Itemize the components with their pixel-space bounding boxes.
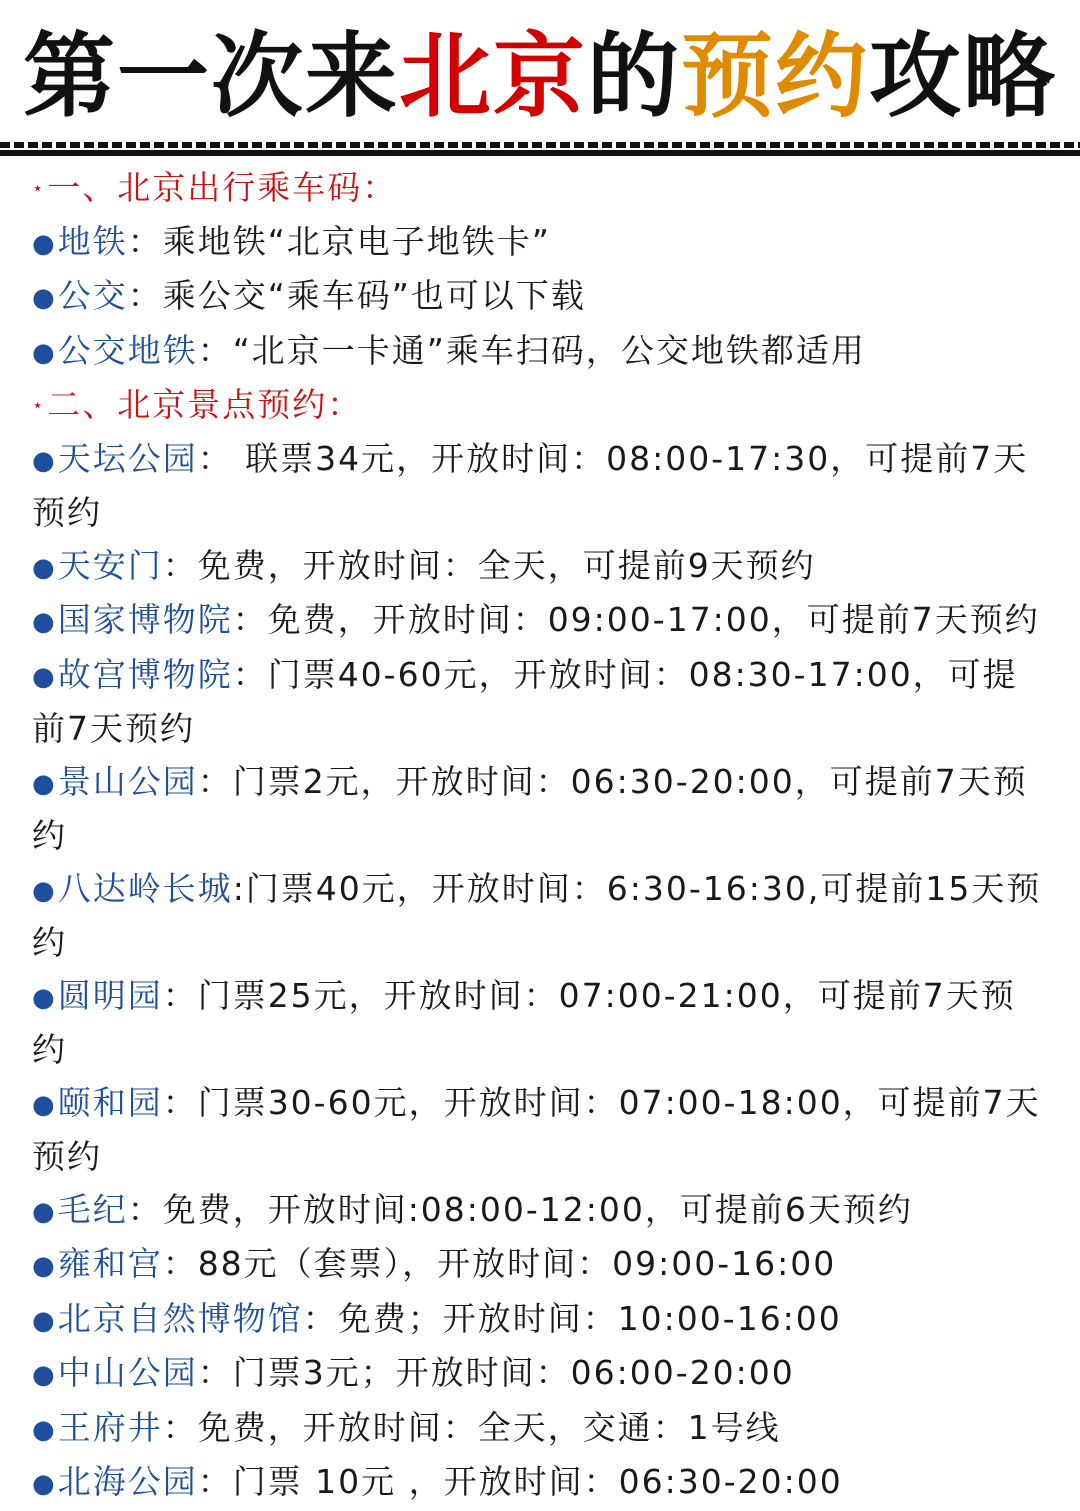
title-divider-solid bbox=[0, 150, 1080, 156]
item-label: 圆明园 bbox=[57, 975, 163, 1015]
item-label: 公交 bbox=[57, 276, 128, 315]
page-title bbox=[0, 18, 1080, 136]
item-label: 颐和园 bbox=[57, 1082, 163, 1122]
item-text: :门票40元，开放时间：6:30-16:30,可提前15天预约 bbox=[32, 868, 1042, 962]
title-divider-dashed bbox=[0, 142, 1080, 148]
bullet-icon: ● bbox=[32, 1414, 57, 1445]
title-part-3: 的 bbox=[586, 23, 681, 130]
item-label: 天坛公园 bbox=[57, 438, 198, 478]
list-item-attraction bbox=[32, 1077, 1048, 1184]
list-item-attraction bbox=[32, 594, 1048, 649]
item-label: 八达岭长城 bbox=[57, 868, 233, 908]
item-label: 景山公园 bbox=[57, 761, 198, 801]
list-item-transport bbox=[32, 216, 1048, 271]
item-label: 公交地铁 bbox=[57, 330, 198, 370]
list-item-attraction bbox=[32, 1238, 1048, 1293]
item-label: 地铁 bbox=[57, 221, 128, 261]
item-label: 天安门 bbox=[57, 545, 163, 585]
item-text: ：门票25元，开放时间：07:00-21:00，可提前7天预约 bbox=[32, 975, 1016, 1069]
item-text: ：门票2元，开放时间：06:30-20:00，可提前7天预约 bbox=[32, 761, 1028, 855]
star-icon: ⋆ bbox=[32, 178, 46, 199]
bullet-icon: ● bbox=[32, 1089, 57, 1120]
section-heading-text: 二、北京景点预约： bbox=[47, 385, 363, 424]
list-item-attraction bbox=[32, 970, 1048, 1077]
star-icon: ⋆ bbox=[32, 395, 46, 416]
item-text: ：“北京一卡通”乘车扫码，公交地铁都适用 bbox=[197, 330, 866, 370]
list-item-attraction bbox=[32, 649, 1048, 756]
title-part-2: 北京 bbox=[398, 23, 587, 130]
list-item-attraction bbox=[32, 1402, 1048, 1457]
item-text: ：免费，开放时间：全天，可提前9天预约 bbox=[162, 545, 816, 585]
item-text: ：乘公交“乘车码”也可以下载 bbox=[127, 276, 586, 315]
bullet-icon: ● bbox=[32, 445, 57, 476]
bullet-icon: ● bbox=[32, 982, 57, 1013]
title-part-4: 预约 bbox=[681, 23, 870, 130]
list-item-attraction bbox=[32, 1456, 1048, 1511]
bullet-icon: ● bbox=[32, 552, 57, 583]
item-label: 北京自然博物馆 bbox=[57, 1298, 303, 1338]
bullet-icon: ● bbox=[32, 875, 57, 906]
section-heading-attractions bbox=[32, 379, 1048, 433]
bullet-icon: ● bbox=[32, 1251, 57, 1281]
item-text: ：88元（套票），开放时间：09:00-16:00 bbox=[162, 1244, 837, 1283]
list-item-transport bbox=[32, 325, 1048, 380]
bullet-icon: ● bbox=[32, 661, 57, 692]
item-label: 雍和宫 bbox=[57, 1244, 163, 1283]
item-label: 毛纪 bbox=[57, 1189, 128, 1229]
item-text: ：乘地铁“北京电子地铁卡” bbox=[127, 221, 551, 261]
list-item-attraction bbox=[32, 1293, 1048, 1348]
list-item-attraction bbox=[32, 1184, 1048, 1239]
bullet-icon: ● bbox=[32, 1469, 57, 1499]
list-item-attraction bbox=[32, 863, 1048, 970]
bullet-icon: ● bbox=[32, 1360, 57, 1390]
title-part-5: 攻略 bbox=[869, 23, 1058, 130]
list-item-attraction bbox=[32, 1347, 1048, 1402]
item-label: 北海公园 bbox=[57, 1462, 198, 1501]
section-heading-transport bbox=[32, 162, 1048, 216]
item-text: ： 联票34元，开放时间：08:00-17:30，可提前7天预约 bbox=[32, 438, 1029, 532]
item-text: ：免费，开放时间：全天，交通：1号线 bbox=[162, 1407, 781, 1447]
item-label: 国家博物院 bbox=[57, 600, 233, 639]
bullet-icon: ● bbox=[32, 228, 57, 259]
list-item-transport bbox=[32, 270, 1048, 325]
guide-content bbox=[32, 162, 1048, 1511]
bullet-icon: ● bbox=[32, 768, 57, 799]
bullet-icon: ● bbox=[32, 337, 57, 368]
item-text: ：门票3元；开放时间：06:00-20:00 bbox=[197, 1353, 795, 1392]
item-label: 故宫博物院 bbox=[57, 654, 233, 694]
list-item-attraction bbox=[32, 756, 1048, 863]
item-text: ：门票40-60元，开放时间：08:30-17:00，可提前7天预约 bbox=[32, 654, 1018, 748]
section-heading-text: 一、北京出行乘车码： bbox=[47, 168, 398, 207]
item-text: ：免费；开放时间：10:00-16:00 bbox=[302, 1298, 842, 1338]
title-part-1: 第一次来 bbox=[22, 23, 399, 130]
item-text: ：门票30-60元，开放时间：07:00-18:00，可提前7天预约 bbox=[32, 1082, 1041, 1176]
item-text: ：免费，开放时间:08:00-12:00，可提前6天预约 bbox=[127, 1189, 913, 1229]
item-text: ：门票 10元 ，开放时间：06:30-20:00 bbox=[197, 1462, 843, 1501]
bullet-icon: ● bbox=[32, 283, 57, 313]
item-label: 王府井 bbox=[57, 1407, 163, 1447]
bullet-icon: ● bbox=[32, 1196, 57, 1227]
list-item-attraction bbox=[32, 433, 1048, 540]
bullet-icon: ● bbox=[32, 1305, 57, 1336]
bullet-icon: ● bbox=[32, 607, 57, 637]
list-item-attraction bbox=[32, 540, 1048, 595]
item-text: ：免费，开放时间：09:00-17:00，可提前7天预约 bbox=[232, 600, 1040, 639]
item-label: 中山公园 bbox=[57, 1353, 198, 1392]
